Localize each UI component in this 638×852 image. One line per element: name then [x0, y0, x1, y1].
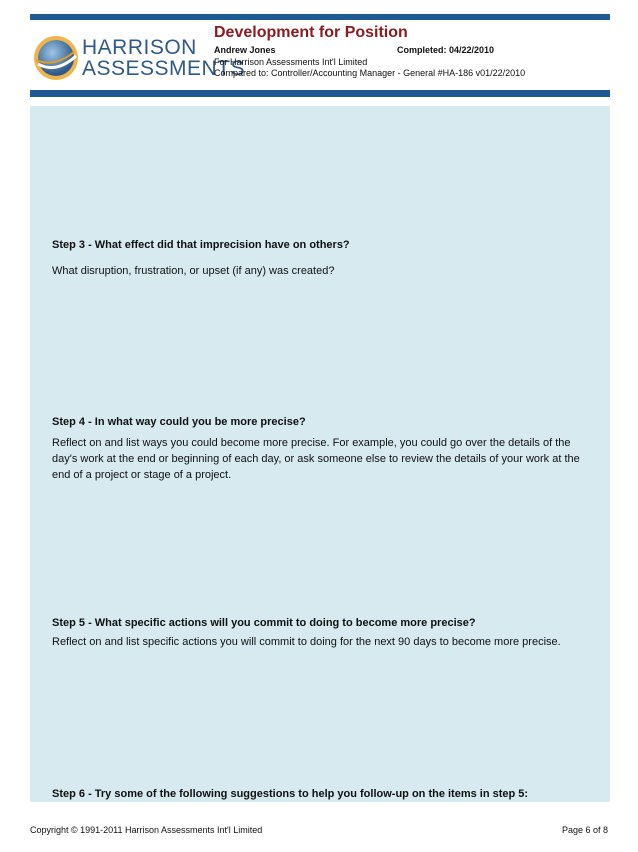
completed-date: Completed: 04/22/2010 — [397, 45, 495, 55]
top-rule — [30, 14, 610, 20]
step-6-heading: Step 6 - Try some of the following suggestions to help you follow-up on the items in step 5: — [52, 788, 529, 800]
step-3-heading: Step 3 - What effect did that imprecision have on others? — [52, 239, 350, 251]
globe-logo-icon — [32, 34, 80, 82]
step-3-body: What disruption, frustration, or upset (if any) was created? — [52, 265, 335, 277]
copyright: Copyright © 1991-2011 Harrison Assessments Int'l Limited — [30, 825, 263, 835]
step-5-body: Reflect on and list specific actions you will commit to doing for the next 90 days to become more precise. — [52, 636, 561, 648]
logo-line-1: HARRISON — [82, 36, 197, 59]
logo-line-2: ASSESSMENTS — [82, 57, 246, 80]
candidate-name: Andrew Jones — [214, 45, 276, 55]
organization-line: For Harrison Assessments Int'l Limited — [214, 57, 368, 67]
step-5-heading: Step 5 - What specific actions will you commit to doing to become more precise? — [52, 617, 476, 629]
compared-to-line: Compared to: Controller/Accounting Manager - General #HA-186 v01/22/2010 — [214, 68, 526, 78]
step-4-heading: Step 4 - In what way could you be more precise? — [52, 416, 306, 428]
header-rule — [30, 90, 610, 97]
step-4-body: Reflect on and list ways you could become more precise. For example, you could go over the details of the day's work at the end or beginning of each day, or ask someone else to review the details of your work at the end of a project or stage of a project. — [52, 437, 580, 481]
page-title: Development for Position — [214, 24, 408, 41]
page-number: Page 6 of 8 — [561, 825, 608, 835]
